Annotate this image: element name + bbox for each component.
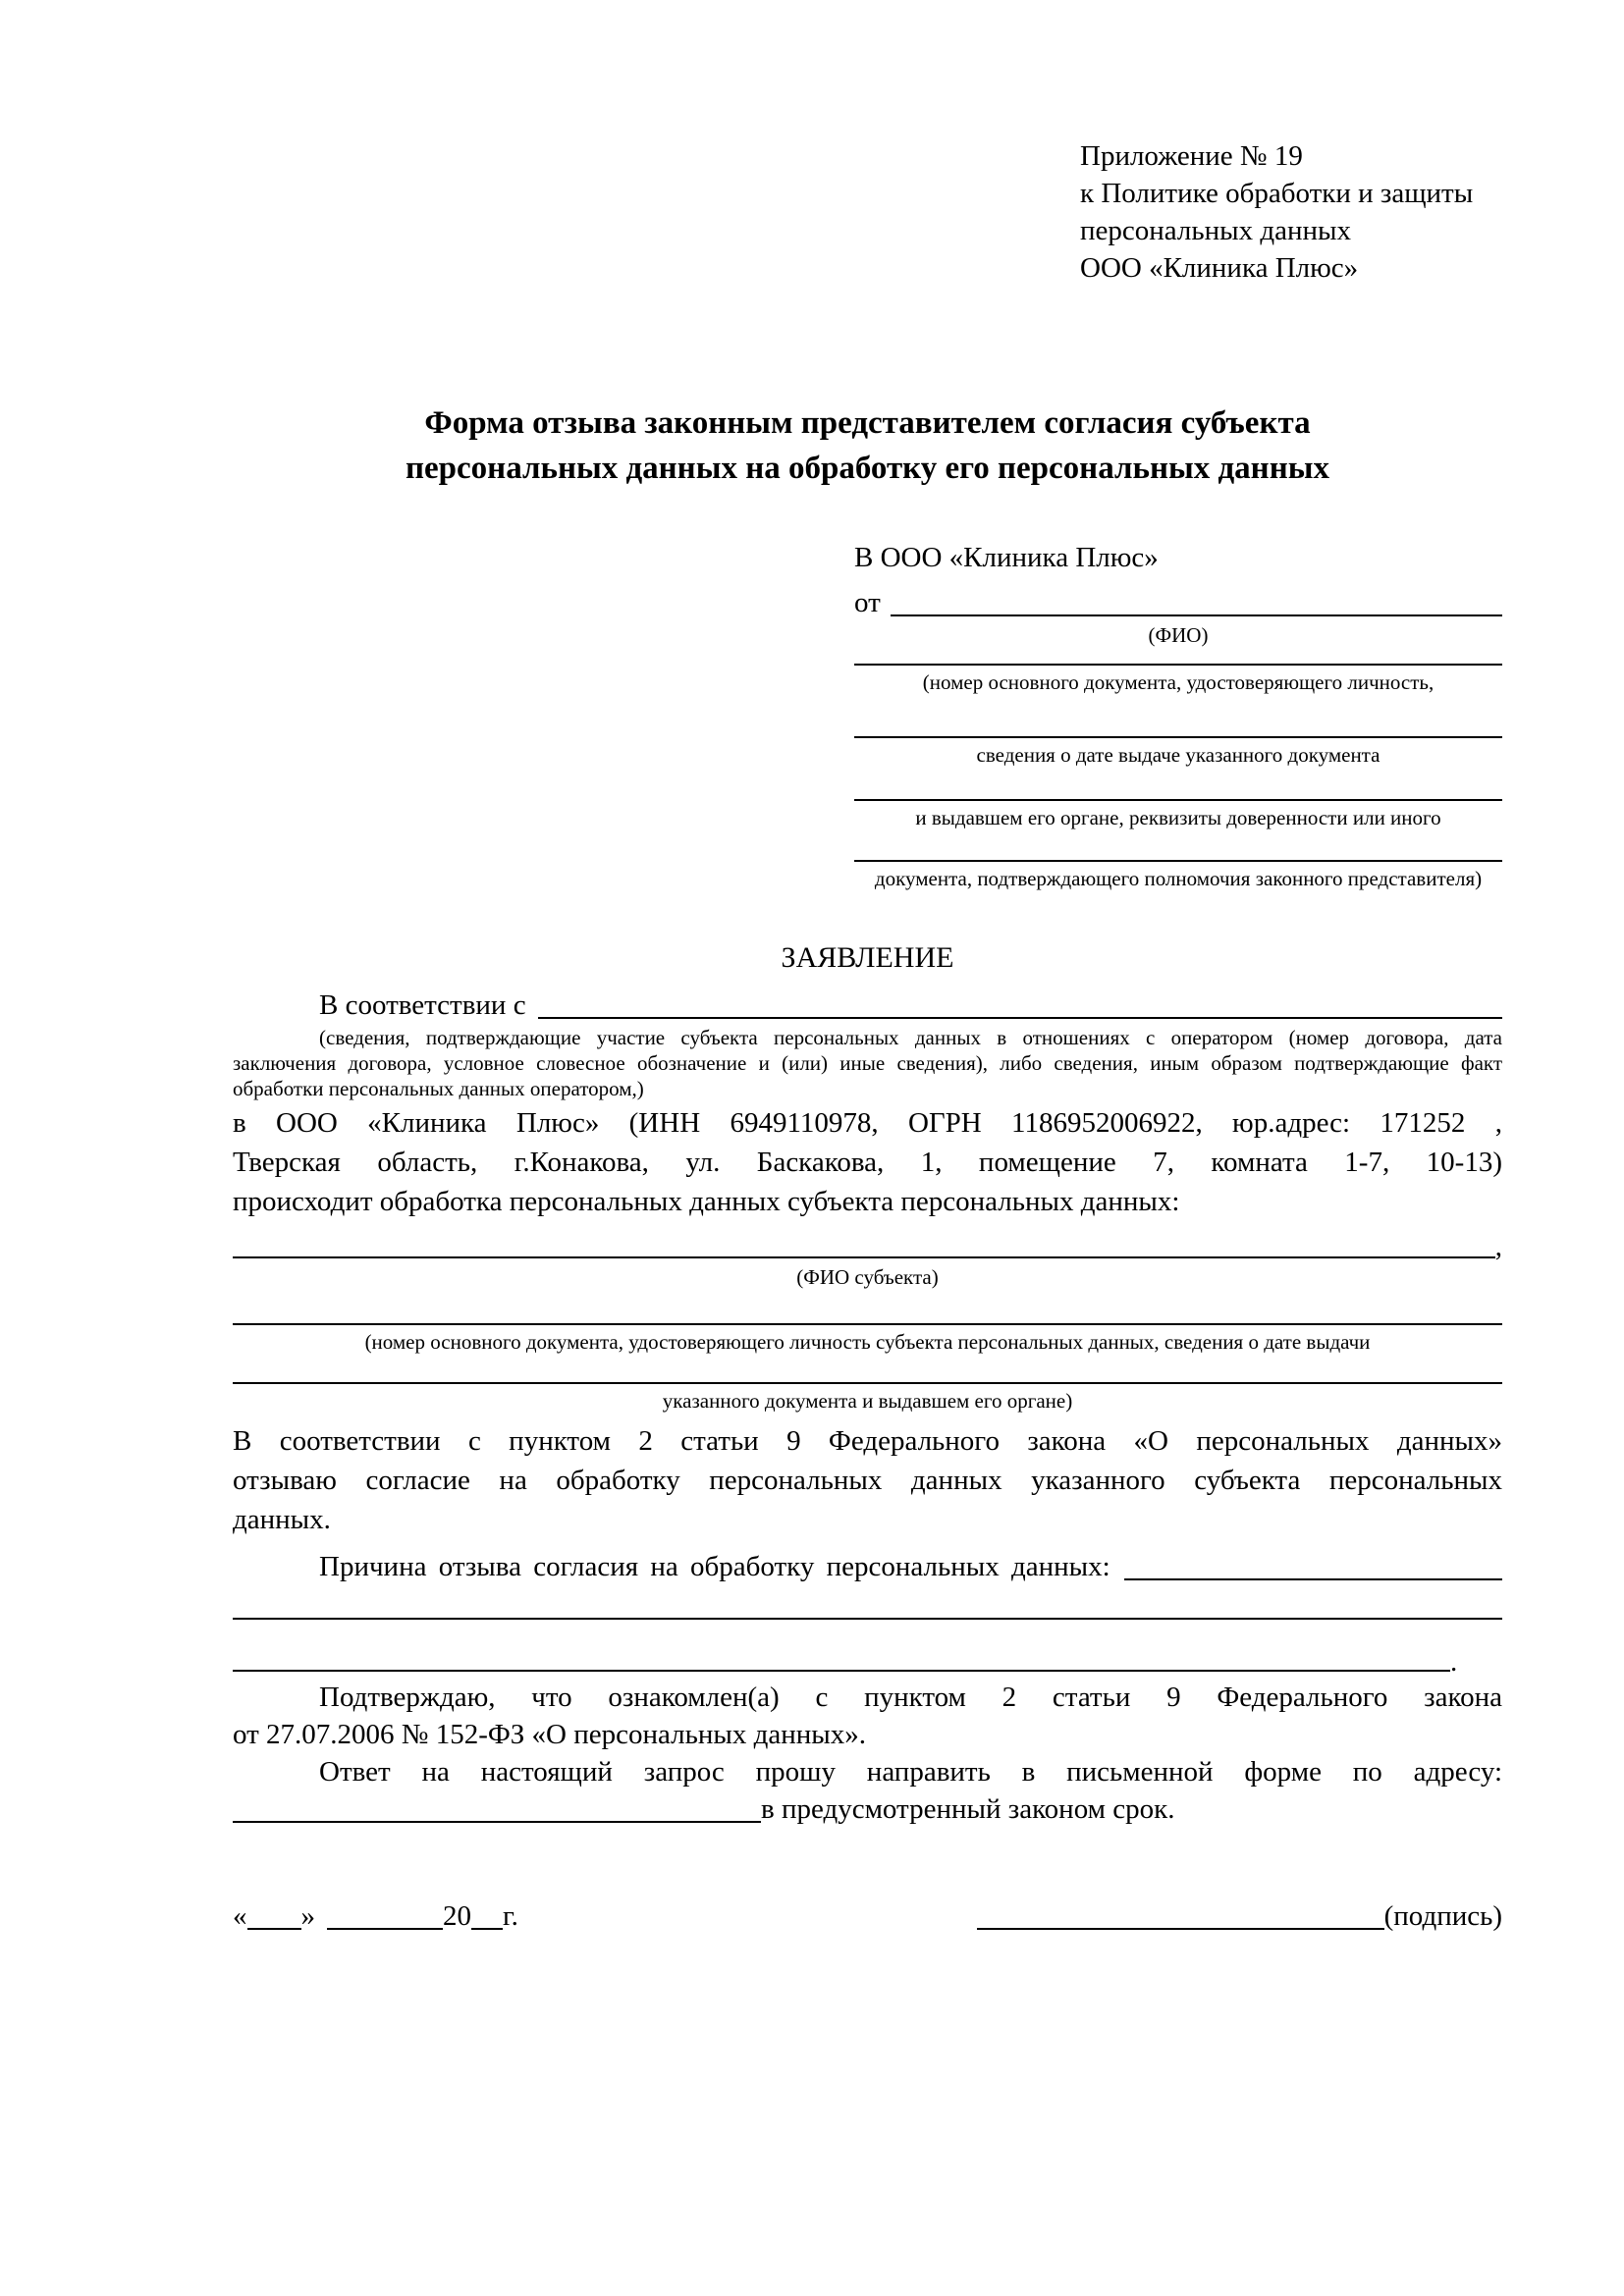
blank-line bbox=[854, 860, 1502, 862]
intro-note bbox=[233, 1025, 1502, 1101]
close-quote: » bbox=[300, 1900, 315, 1932]
paragraph-line: данных. bbox=[233, 1504, 331, 1535]
period: . bbox=[1450, 1646, 1458, 1678]
comma: , bbox=[1494, 1231, 1502, 1262]
confirm-paragraph bbox=[233, 1679, 1502, 1753]
year-suffix: г. bbox=[503, 1900, 518, 1932]
blank-line bbox=[854, 799, 1502, 801]
date-signature-row bbox=[233, 1896, 1502, 1936]
title-line: персональных данных на обработку его персональных данных bbox=[406, 451, 1329, 486]
signature-blank-line bbox=[977, 1924, 1384, 1930]
month-blank-line bbox=[327, 1924, 443, 1930]
from-field-row bbox=[854, 583, 1502, 622]
blank-line-caption: (номер основного документа, удостоверяющего личность субъекта персональных данных, сведения о дате выдачи bbox=[364, 1330, 1371, 1354]
addressee-block bbox=[854, 538, 1502, 891]
paragraph-line: В соответствии с пунктом 2 статьи 9 Федерального закона «О персональных данных» bbox=[233, 1425, 1502, 1457]
reply-tail: в предусмотренный законом срок. bbox=[761, 1793, 1175, 1825]
addressee-to: В ООО «Клиника Плюс» bbox=[854, 542, 1159, 573]
note-line: обработки персональных данных оператором,) bbox=[233, 1077, 644, 1100]
year-blank-line bbox=[471, 1924, 503, 1930]
intro-label: В соответствии с bbox=[319, 989, 526, 1021]
appendix-line: Приложение № 19 bbox=[1080, 140, 1303, 172]
appendix-line: персональных данных bbox=[1080, 215, 1352, 246]
blank-line bbox=[233, 1670, 1450, 1672]
note-line: заключения договора, условное словесное обозначение и (или) иные сведения), либо сведения, иным образом подтверждающие факт bbox=[233, 1051, 1502, 1075]
blank-line bbox=[854, 664, 1502, 666]
blank-line-caption: указанного документа и выдавшем его органе) bbox=[662, 1389, 1073, 1413]
withdrawal-paragraph bbox=[233, 1421, 1502, 1539]
operator-paragraph bbox=[233, 1103, 1502, 1221]
signature-area bbox=[977, 1896, 1502, 1936]
paragraph-indent bbox=[233, 1547, 319, 1586]
reason-blank-line bbox=[1124, 1578, 1502, 1580]
subject-blank-line bbox=[233, 1256, 1495, 1258]
from-blank-line bbox=[891, 614, 1502, 616]
signature-caption: (подпись) bbox=[1383, 1900, 1502, 1932]
paragraph-indent bbox=[233, 986, 319, 1025]
blank-line bbox=[233, 1618, 1502, 1620]
title-line: Форма отзыва законным представителем согласия субъекта bbox=[424, 405, 1311, 441]
reply-paragraph-line: Ответ на настоящий запрос прошу направить в письменной форме по адресу: bbox=[319, 1756, 1502, 1788]
paragraph-line: в ООО «Клиника Плюс» (ИНН 6949110978, ОГРН 1186952006922, юр.адрес: 171252 , bbox=[233, 1107, 1502, 1139]
document-title bbox=[233, 400, 1502, 491]
appendix-line: ООО «Клиника Плюс» bbox=[1080, 252, 1359, 284]
paragraph-line: от 27.07.2006 № 152-ФЗ «О персональных данных». bbox=[233, 1719, 867, 1750]
reply-address-row bbox=[233, 1790, 1502, 1828]
subject-caption: (ФИО субъекта) bbox=[796, 1265, 939, 1289]
year-prefix: 20 bbox=[443, 1900, 471, 1932]
blank-line bbox=[233, 1323, 1502, 1325]
appendix-line: к Политике обработки и защиты bbox=[1080, 178, 1474, 209]
blank-line-caption: и выдавшем его органе, реквизиты доверенности или иного bbox=[915, 806, 1441, 829]
statement-heading: ЗАЯВЛЕНИЕ bbox=[781, 941, 954, 974]
from-label: от bbox=[854, 587, 881, 618]
subject-name-row bbox=[233, 1229, 1502, 1264]
appendix-block bbox=[1080, 137, 1502, 287]
blank-line-caption: (номер основного документа, удостоверяющего личность, bbox=[922, 670, 1435, 694]
blank-line-caption: документа, подтверждающего полномочия законного представителя) bbox=[874, 867, 1483, 890]
blank-line bbox=[233, 1382, 1502, 1384]
intro-blank-line bbox=[538, 1017, 1502, 1019]
blank-line-caption: сведения о дате выдаче указанного документа bbox=[976, 743, 1380, 767]
intro-row bbox=[233, 986, 1502, 1025]
address-blank-line bbox=[233, 1821, 761, 1823]
paragraph-line: Подтверждаю, что ознакомлен(а) с пунктом 2 статьи 9 Федерального закона bbox=[319, 1682, 1502, 1713]
reason-row bbox=[233, 1547, 1502, 1586]
open-quote: « bbox=[233, 1900, 247, 1932]
fio-caption: (ФИО) bbox=[1148, 623, 1209, 647]
reason-label: Причина отзыва согласия на обработку персональных данных: bbox=[319, 1551, 1110, 1582]
note-line: (сведения, подтверждающие участие субъекта персональных данных в отношениях с оператором (номер договора, дата bbox=[319, 1026, 1502, 1049]
paragraph-line: Тверская область, г.Конакова, ул. Баскакова, 1, помещение 7, комната 1-7, 10-13) bbox=[233, 1147, 1502, 1178]
blank-line-with-period bbox=[233, 1647, 1502, 1677]
blank-line bbox=[854, 736, 1502, 738]
paragraph-line: происходит обработка персональных данных субъекта персональных данных: bbox=[233, 1186, 1180, 1217]
paragraph-line: отзываю согласие на обработку персональных данных указанного субъекта персональных bbox=[233, 1465, 1502, 1496]
day-blank-line bbox=[247, 1924, 301, 1930]
